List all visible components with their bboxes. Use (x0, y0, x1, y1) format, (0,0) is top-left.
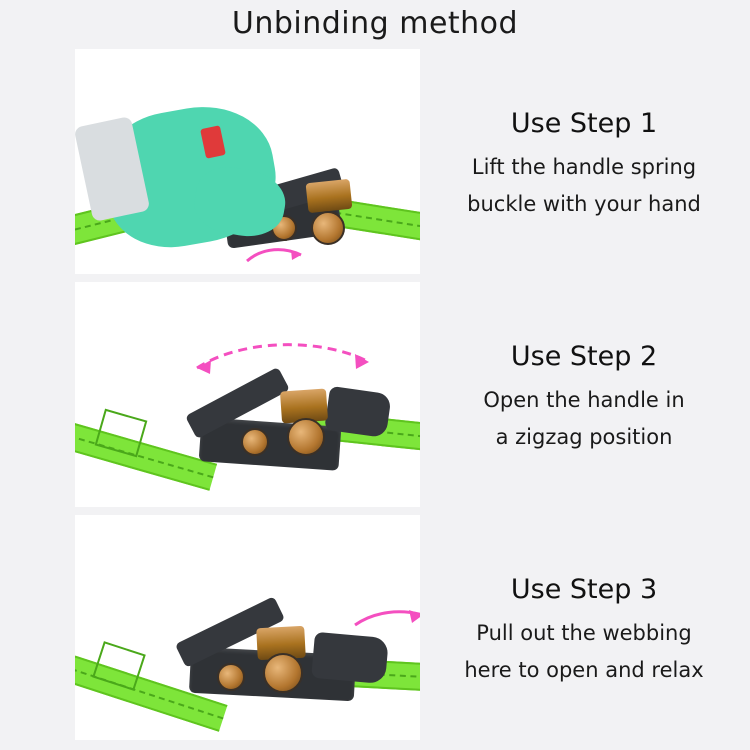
caption-step-2 (420, 282, 750, 507)
photo-step-1-hand-lifting-handle-spring-buckle (75, 49, 420, 274)
ratchet-drum-step1 (306, 179, 353, 213)
ratchet-gear-step1 (311, 211, 345, 245)
pink-double-arrow-step2 (183, 338, 383, 384)
page-title: Unbinding method (231, 6, 519, 41)
step-2-label: Use Step 2 (510, 341, 658, 372)
caption-step-1 (420, 49, 750, 274)
ratchet-grip-step2 (324, 386, 392, 438)
step-3-line-1: Pull out the webbing (476, 621, 692, 645)
caption-step-3 (420, 515, 750, 740)
step-2-line-2: a zigzag position (495, 425, 673, 449)
step-row-1 (0, 49, 750, 274)
ratchet-gear-step3 (263, 653, 303, 693)
photo-step-3-pull-out-webbing (75, 515, 420, 740)
step-row-3 (0, 515, 750, 740)
photo-step-2-handle-opened-zigzag (75, 282, 420, 507)
ratchet-grip-step3 (311, 632, 389, 684)
step-2-line-1: Open the handle in (483, 388, 685, 412)
step-1-line-1: Lift the handle spring (471, 155, 697, 179)
step-1-label: Use Step 1 (510, 108, 658, 139)
step-row-2 (0, 282, 750, 507)
ratchet-pin-step3 (217, 663, 245, 691)
ratchet-gear-step2 (287, 418, 325, 456)
pink-arrow-step3 (353, 607, 420, 633)
pink-arrow-step1 (245, 245, 305, 269)
step-1-line-2: buckle with your hand (467, 192, 701, 216)
ratchet-pin-step2 (241, 428, 269, 456)
step-3-label: Use Step 3 (510, 574, 658, 605)
step-3-line-2: here to open and relax (464, 658, 704, 682)
steps-list (0, 49, 750, 740)
